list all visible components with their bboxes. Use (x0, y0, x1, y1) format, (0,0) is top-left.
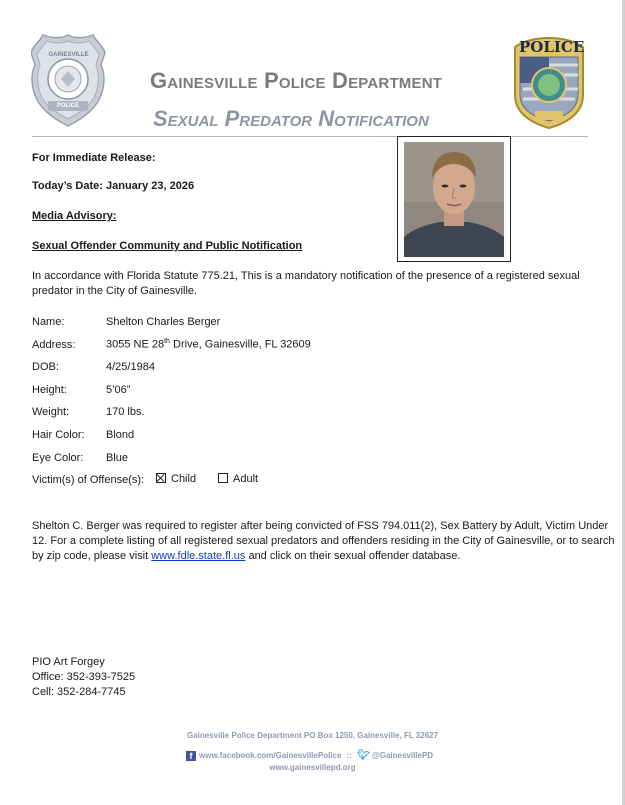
child-checkbox-checked (156, 473, 166, 483)
dob-value: 4/25/1984 (106, 361, 155, 373)
height-value: 5’06” (106, 384, 131, 396)
details-paragraph: Shelton C. Berger was required to register after being convicted of FSS 794.011(2), Sex Battery by Adult, Victim Under 12. For a complete listing of all registered sexual predators and offenders residing in the City of Gainesville, or to search by zip code, please visit www.fdle.state.fl.us and click on their sexual offender database. (32, 520, 615, 562)
footer-separator: :: (346, 751, 352, 760)
intro-paragraph: In accordance with Florida Statute 775.21, This is a mandatory notification of the presence of a registered sexual predator in the City of Gainesville. (32, 270, 580, 297)
pio-name: PIO Art Forgey (32, 656, 105, 668)
facebook-icon: f (186, 751, 196, 761)
fdle-link[interactable]: www.fdle.state.fl.us (151, 550, 246, 562)
police-shield-logo (31, 33, 106, 128)
address-label: Address: (32, 339, 76, 351)
notification-subject: Sexual Offender Community and Public Notification (32, 240, 303, 252)
footer-address: Gainesville Police Department PO Box 1250, Gainesville, FL 32627 (186, 731, 439, 740)
immediate-release: For Immediate Release: (32, 152, 156, 164)
name-value: Shelton Charles Berger (106, 316, 221, 328)
badge-right-police: POLICE (519, 38, 585, 56)
media-advisory: Media Advisory: (32, 210, 117, 222)
footer-website[interactable]: www.gainesvillepd.org (269, 763, 356, 772)
badge-left-police: POLICE (56, 103, 80, 109)
facebook-link[interactable]: www.facebook.com/GainesvillePolice (199, 751, 342, 760)
badge-left-city: GAINESVILLE (48, 52, 89, 58)
weight-label: Weight: (32, 406, 70, 418)
notification-title: Sexual Predator Notification (153, 106, 429, 131)
name-label: Name: (32, 316, 65, 328)
offender-photo (397, 136, 511, 262)
todays-date-label: Today’s Date: (32, 180, 103, 192)
adult-checkbox-unchecked (218, 473, 228, 483)
victim-adult-option (218, 472, 258, 487)
police-patch-logo (511, 33, 587, 129)
office-phone: Office: 352-393-7525 (32, 671, 136, 683)
twitter-link[interactable]: @GainesvillePD (371, 751, 434, 760)
victim-child-label: Child (171, 473, 197, 485)
weight-value: 170 lbs. (106, 406, 145, 418)
dob-label: DOB: (32, 361, 59, 373)
eye-color-value: Blue (106, 452, 129, 464)
address-value: 3055 NE 28th Drive, Gainesville, FL 32609 (106, 338, 311, 351)
twitter-icon: 🐦︎ (357, 750, 370, 761)
department-title: Gainesville Police Department (150, 68, 443, 93)
victim-child-option (156, 472, 196, 487)
hair-color-label: Hair Color: (32, 429, 85, 441)
victim-adult-label: Adult (233, 473, 259, 485)
hair-color-value: Blond (106, 429, 135, 441)
footer-social (186, 750, 446, 761)
height-label: Height: (32, 384, 67, 396)
todays-date-value: January 23, 2026 (106, 180, 195, 192)
victim-label: Victim(s) of Offense(s): (32, 474, 145, 486)
cell-phone: Cell: 352-284-7745 (32, 686, 126, 698)
eye-color-label: Eye Color: (32, 452, 84, 464)
